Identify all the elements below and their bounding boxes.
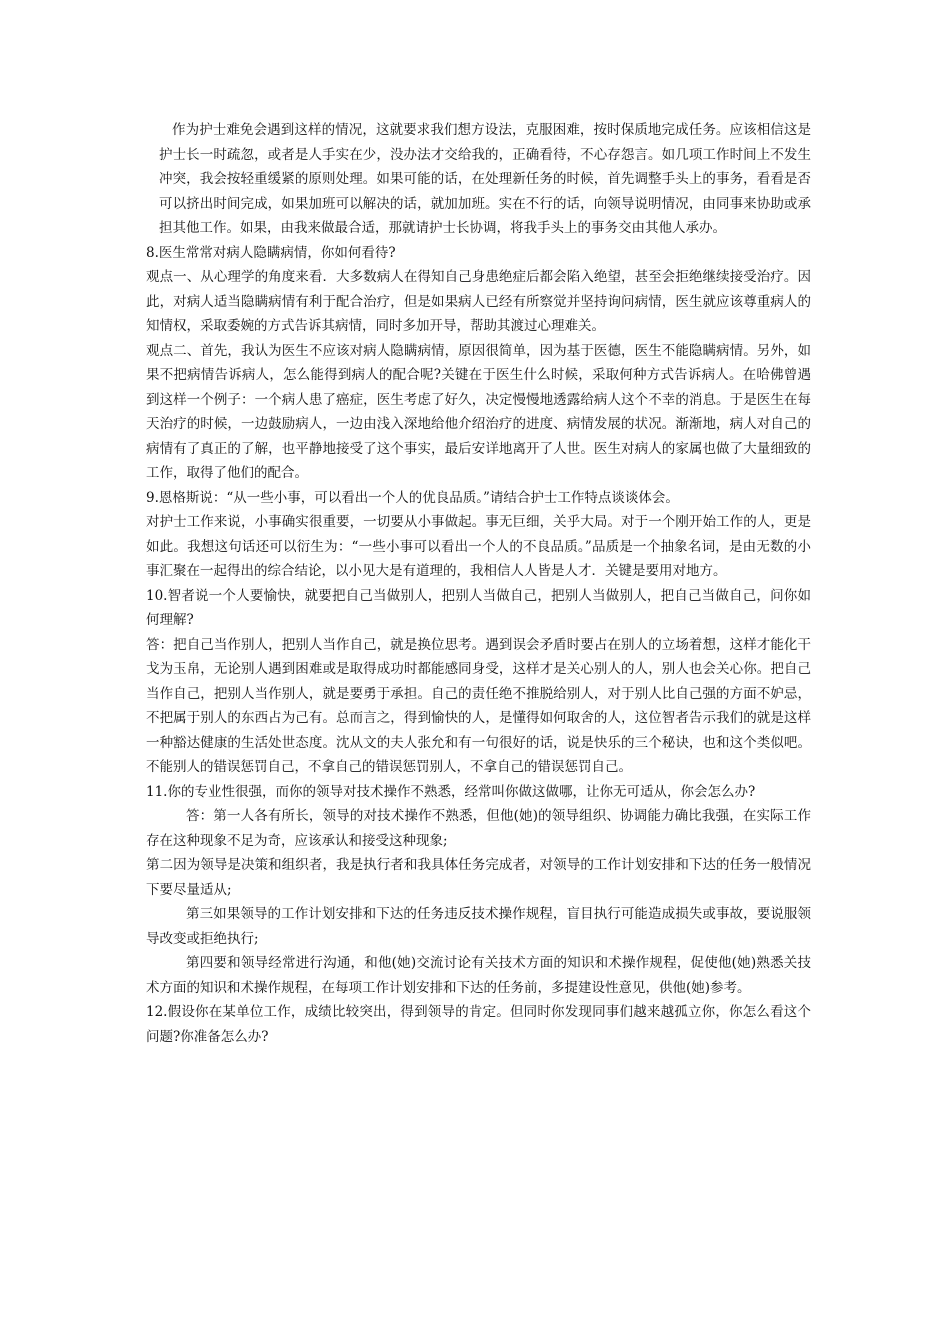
question-10: 10.智者说一个人要愉快，就要把自己当做别人，把别人当做自己，把别人当做别人，把自己当做自己，问你如何理解?: [146, 587, 811, 628]
answer-11-point-4: 第四要和领导经常进行沟通，和他(她)交流讨论有关技术方面的知识和术操作规程，促使他(她)熟悉关技术方面的知识和术操作规程，在每项工作计划安排和下达的任务前，多提建设性意见，供他(她)参考。: [146, 955, 811, 996]
answer-11-point-3: 第三如果领导的工作计划安排和下达的任务违反技术操作规程，盲目执行可能造成损失或事故，要说服领导改变或拒绝执行;: [146, 906, 811, 947]
answer-10: 答：把自己当作别人，把别人当作自己，就是换位思考。遇到误会矛盾时要占在别人的立场着想，这样才能化干戈为玉帛，无论别人遇到困难或是取得成功时都能感同身受，这样才是关心别人的人，别人也会关心你。把自己当作自己，把别人当作别人，就是要勇于承担。自己的责任绝不推脱给别人，对于别人比自己强的方面不妒忌，不把属于别人的东西占为己有。总而言之，得到愉快的人，是懂得如何取舍的人，这位智者告示我们的就是这样一种豁达健康的生活处世态度。沈从文的夫人张允和有一句很好的话，说是快乐的三个秘诀，也和这个类似吧。不能别人的错误惩罚自己，不拿自己的错误惩罚别人，不拿自己的错误惩罚自己。: [146, 636, 811, 775]
answer-8-view-2: 观点二、首先，我认为医生不应该对病人隐瞒病情，原因很简单，因为基于医德，医生不能隐瞒病情。另外，如果不把病情告诉病人，怎么能得到病人的配合呢?关键在于医生什么时候，采取何种方式告诉病人。在哈佛曾遇到这样一个例子：一个病人患了癌症，医生考虑了好久，决定慢慢地透露给病人这个不幸的消息。于是医生在每天治疗的时候，一边鼓励病人，一边由浅入深地给他介绍治疗的进度、病情发展的状况。渐渐地，病人对自己的病情有了真正的了解，也平静地接受了这个事实，最后安详地离开了人世。医生对病人的家属也做了大量细致的工作，取得了他们的配合。: [146, 342, 811, 481]
answer-8-view-1: 观点一、从心理学的角度来看．大多数病人在得知自己身患绝症后都会陷入绝望，甚至会拒绝继续接受治疗。因此，对病人适当隐瞒病情有利于配合治疗，但是如果病人已经有所察觉并坚持询问病情，医生就应该尊重病人的知情权，采取委婉的方式告诉其病情，同时多加开导，帮助其渡过心理难关。: [146, 269, 811, 334]
answer-11-point-2: 第二因为领导是决策和组织者，我是执行者和我具体任务完成者，对领导的工作计划安排和下达的任务一般情况下要尽量适从;: [146, 857, 811, 898]
question-9: 9.恩格斯说：“从一些小事，可以看出一个人的优良品质。”请结合护士工作特点谈谈体会。: [146, 489, 679, 506]
question-12: 12.假设你在某单位工作，成绩比较突出，得到领导的肯定。但同时你发现同事们越来越孤立你，你怎么看这个问题?你准备怎么办?: [146, 1004, 811, 1045]
document-page: [146, 118, 811, 1049]
answer-11-point-1: 答：第一人各有所长，领导的对技术操作不熟悉，但他(她)的领导组织、协调能力确比我强，在实际工作存在这种现象不足为奇，应该承认和接受这种现象;: [146, 808, 811, 849]
paragraph-task-handling: 作为护士难免会遇到这样的情况，这就要求我们想方设法，克服困难，按时保质地完成任务。应该相信这是护士长一时疏忽，或者是人手实在少，没办法才交给我的，正确看待，不心存怨言。如几项工作时间上不发生冲突，我会按轻重缓紧的原则处理。如果可能的话，在处理新任务的时候，首先调整手头上的事务，看看是否可以挤出时间完成，如果加班可以解决的话，就加加班。实在不行的话，向领导说明情况，由同事来协助或承担其他工作。如果，由我来做最合适，那就请护士长协调，将我手头上的事务交由其他人承办。: [159, 122, 811, 236]
answer-9: 对护士工作来说，小事确实很重要，一切要从小事做起。事无巨细，关乎大局。对于一个刚开始工作的人，更是如此。我想这句话还可以衍生为：“一些小事可以看出一个人的不良品质。”品质是一个抽象名词，是由无数的小事汇聚在一起得出的综合结论，以小见大是有道理的，我相信人人皆是人才．关键是要用对地方。: [146, 514, 811, 579]
question-11: 11.你的专业性很强，而你的领导对技术操作不熟悉，经常叫你做这做哪，让你无可适从，你会怎么办?: [146, 783, 756, 800]
question-8: 8.医生常常对病人隐瞒病情，你如何看待?: [146, 244, 396, 261]
